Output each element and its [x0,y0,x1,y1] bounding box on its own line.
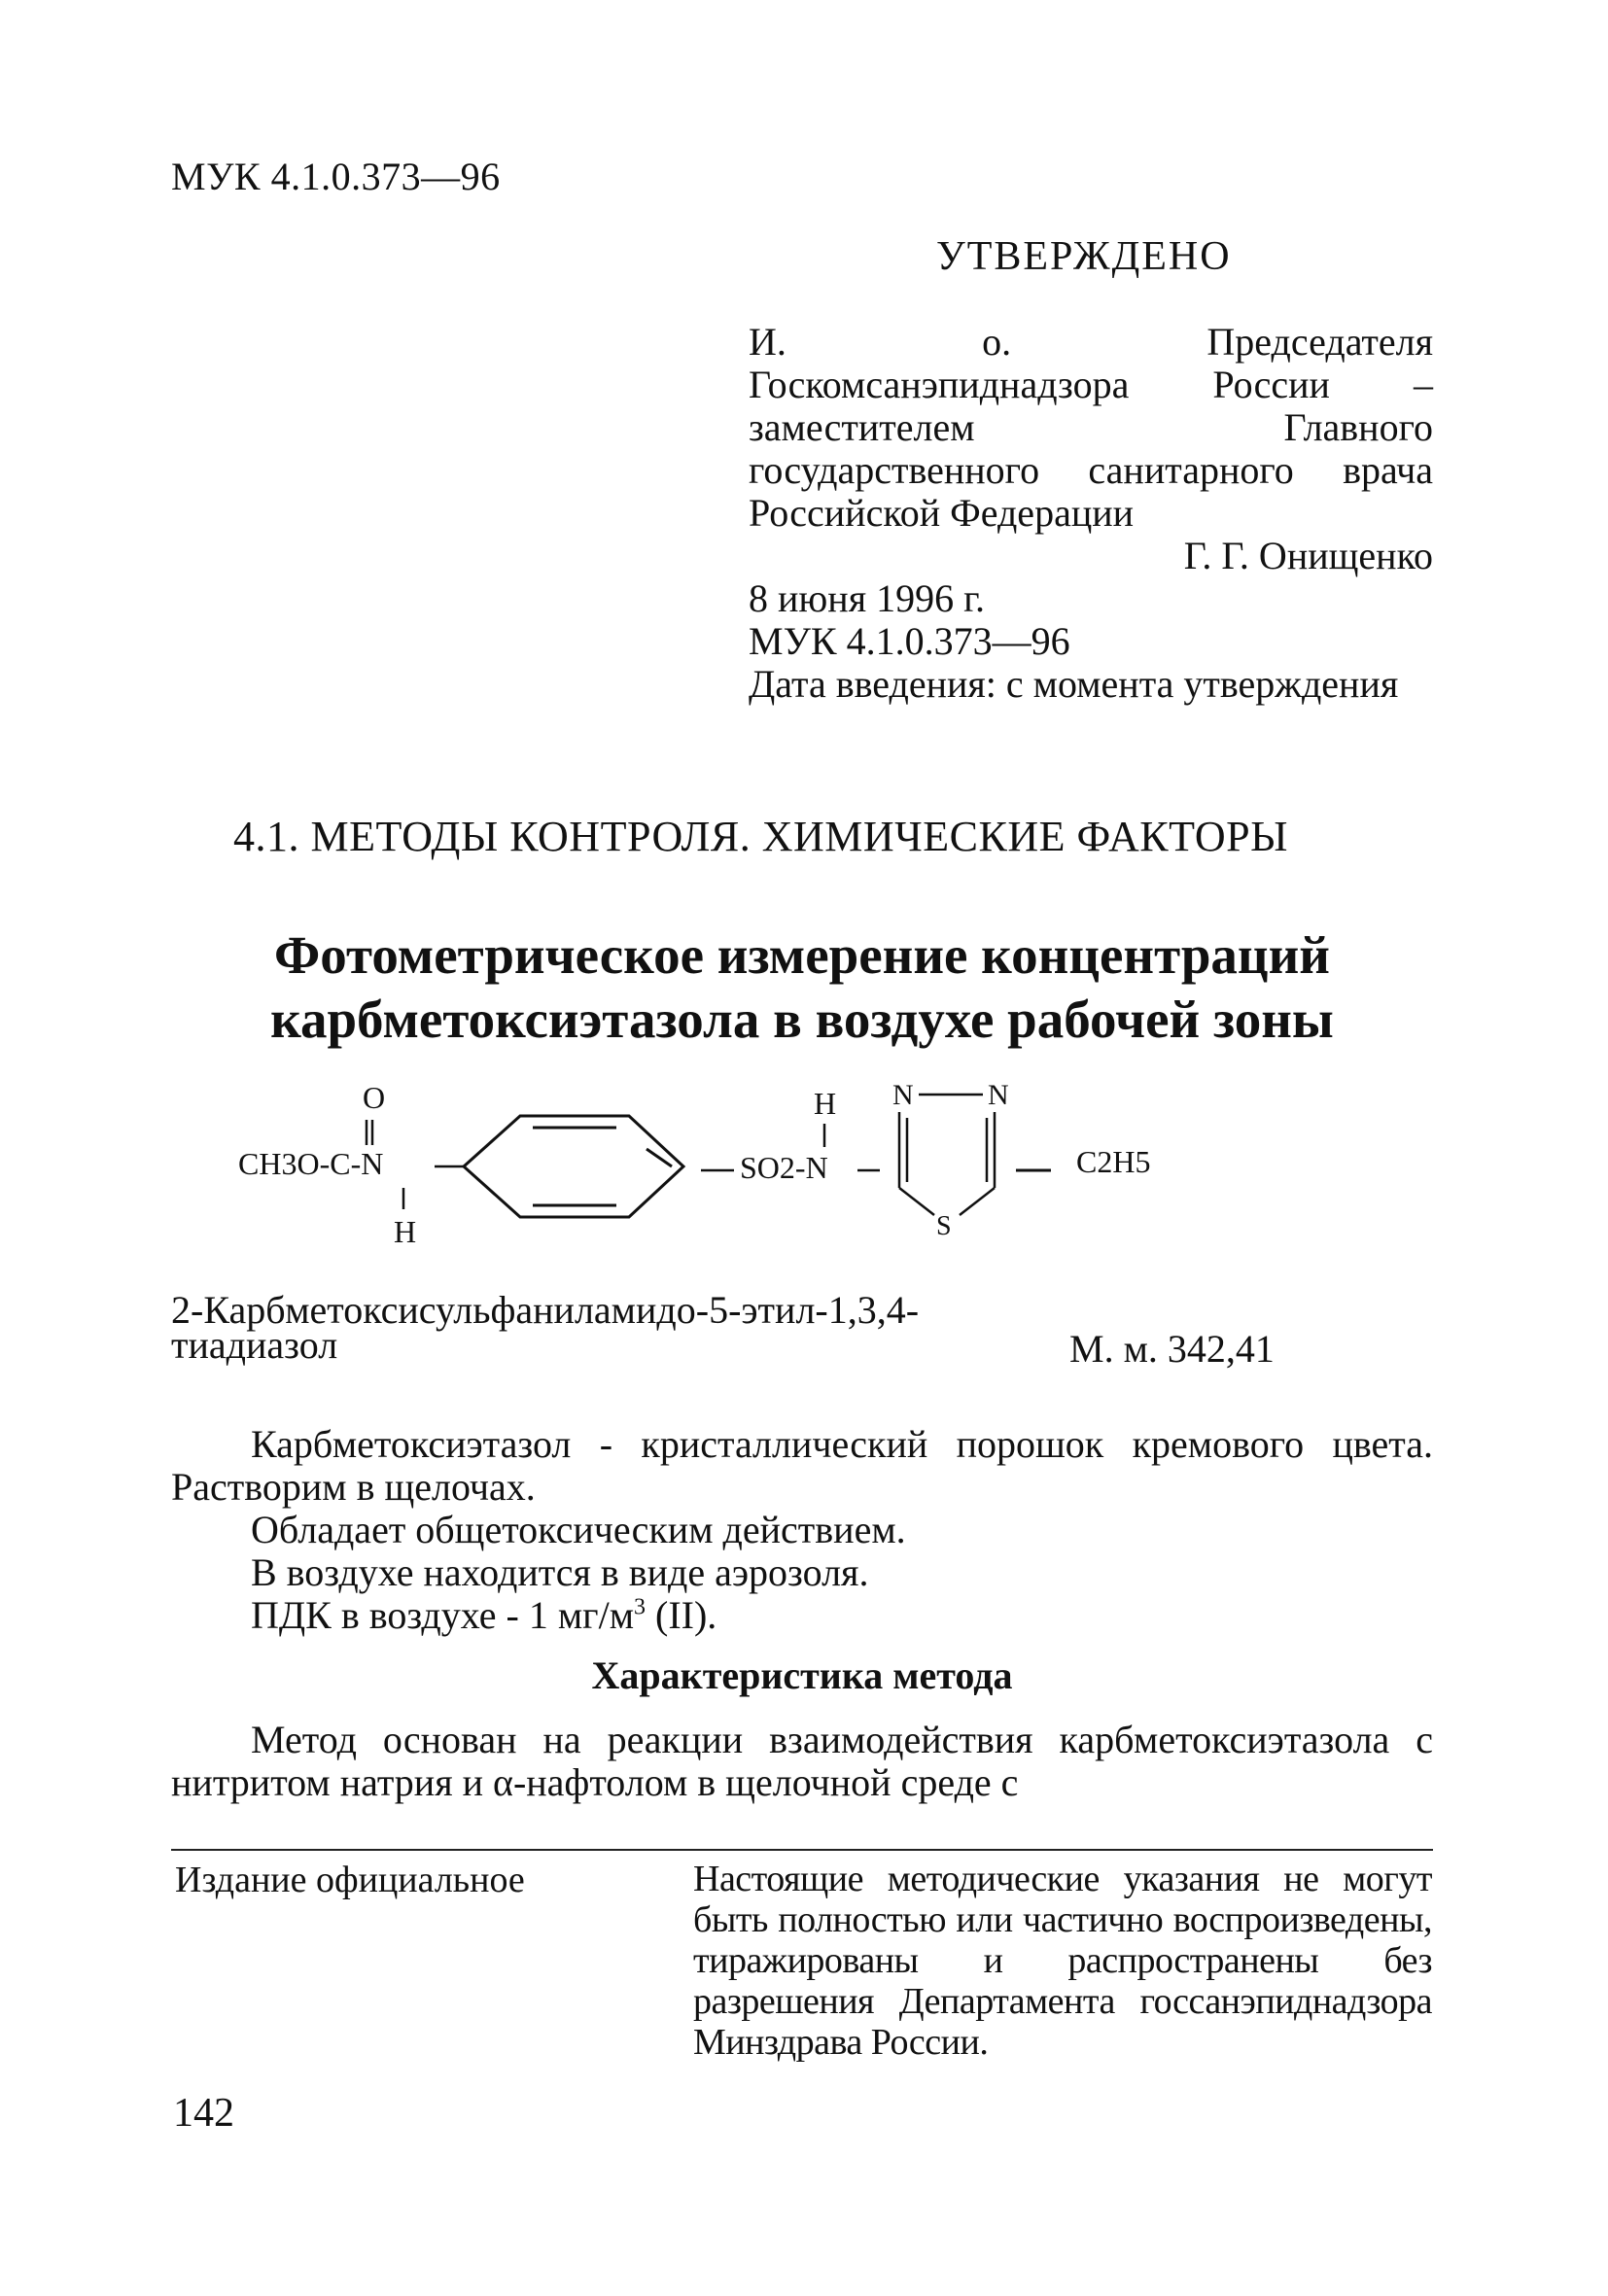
approval-block [749,321,1433,706]
approval-date: 8 июня 1996 г. [749,576,985,620]
description-paragraph-2: Обладает общетоксическим действием. [251,1508,906,1551]
formula-sulfonyl: SO2-N [740,1150,828,1185]
copyright-notice: Настоящие методические указания не могут быть полностью или частично воспроизведены, тиражированы и распространены без разрешения Департамента госсанэпиднадзора Минздрава России. [693,1859,1432,2063]
structural-formula [238,1069,1210,1288]
approval-heading: УТВЕРЖДЕНО [936,234,1232,279]
compound-name-line1: 2-Карбметоксисульфаниламидо-5-этил-1,3,4- [171,1288,920,1332]
document-title-line1: Фотометрическое измерение концентраций [274,925,1330,985]
approval-position: И. о. Председателя Госкомсанэпиднадзора России – заместителем Главного государственного санитарного врача Российской Федерации [749,320,1433,535]
description-paragraph-3: В воздухе находится в виде аэрозоля. [251,1550,869,1594]
document-title-line2: карбметоксиэтазола в воздухе рабочей зоны [270,990,1334,1049]
formula-ring-cs-bond-right [960,1188,995,1215]
mac-unit-exponent: 3 [634,1594,647,1620]
mac-hazard-class: (II). [646,1593,717,1637]
formula-ring-n2: N [988,1079,1009,1111]
description-block [171,1423,1433,1637]
formula-carbonyl-o: O [363,1080,386,1115]
header-doc-code: МУК 4.1.0.373—96 [171,155,501,198]
formula-left-group: CH3O-C-N [238,1146,384,1181]
formula-amide-h: H [394,1214,417,1249]
approval-signer: Г. Г. Онищенко [1183,534,1433,577]
description-paragraph-4 [171,1594,1433,1637]
formula-sulfonamide-h: H [814,1086,837,1121]
page-number: 142 [173,2091,234,2136]
footer-divider [171,1849,1433,1851]
approval-effective-date: Дата введения: с момента утверждения [749,662,1399,706]
section-title: 4.1. МЕТОДЫ КОНТРОЛЯ. ХИМИЧЕСКИЕ ФАКТОРЫ [233,813,1289,860]
approval-doc-code: МУК 4.1.0.373—96 [749,619,1070,663]
compound-name-line2: тиадиазол [171,1323,338,1367]
method-text: Метод основан на реакции взаимодействия карбметоксиэтазола с нитритом натрия и α-нафтолом в щелочной среде с [171,1718,1433,1804]
structural-formula-drawing [238,1069,1210,1283]
formula-ring-s: S [936,1211,952,1241]
molar-mass: М. м. 342,41 [1069,1327,1275,1371]
formula-ring-cs-bond-left [899,1188,934,1215]
formula-ring-n1: N [892,1079,914,1111]
formula-benzene-ring [464,1116,683,1217]
method-heading: Характеристика метода [591,1653,1013,1697]
description-paragraph-1: Карбметоксиэтазол - кристаллический порошок кремового цвета. Растворим в щелочах. [171,1422,1433,1509]
document-title [156,923,1449,1052]
official-edition-label: Издание официальное [175,1860,525,1900]
formula-ethyl: C2H5 [1076,1144,1151,1179]
mac-text: ПДК в воздухе - 1 мг/м [251,1593,635,1637]
